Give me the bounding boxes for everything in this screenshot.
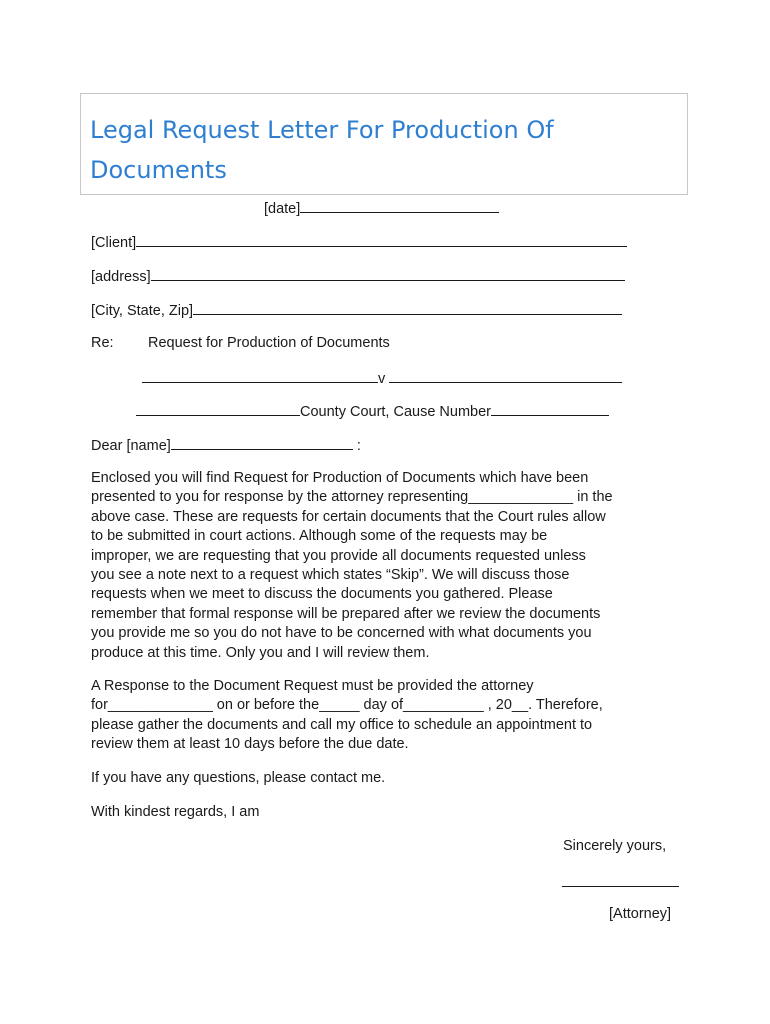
- date-blank[interactable]: [300, 198, 499, 213]
- regards-line: With kindest regards, I am: [91, 804, 260, 820]
- for-blank[interactable]: _____________: [107, 697, 213, 714]
- paragraph-enclosed: Enclosed you will find Request for Production of Documents which have been presented to you for response by the attorney representing_____________ in the above case. These are requests for certain documents that the Court rules allow to be submitted in court actions. Although some of the requests may be improper, we are requesting that you provide all documents requested unless you see a note next to a request which states “Skip”. We will discuss those requests when we meet to discuss the documents you gathered. Please remember that formal response will be prepared after we review the documents you provide me so you do not have to be concerned with what documents you produce at this time. Only you and I will review them.: [91, 470, 613, 661]
- county-blank[interactable]: [136, 401, 300, 416]
- client-line[interactable]: [91, 232, 627, 253]
- court-label: County Court, Cause Number: [300, 404, 491, 420]
- representing-blank[interactable]: _____________: [468, 489, 574, 506]
- versus-line[interactable]: [142, 368, 622, 389]
- city-line[interactable]: [91, 300, 622, 321]
- paragraph-response: A Response to the Document Request must be provided the attorney for_____________ on or before the_____ day of__________ , 20__. Therefore, please gather the documents and call my office to schedule an appointment to review them at least 10 days before the due date.: [91, 678, 603, 753]
- dear-label: Dear [name]: [91, 438, 171, 454]
- document-title: Legal Request Letter For Production Of Documents: [90, 116, 554, 184]
- court-line[interactable]: [136, 401, 609, 422]
- address-line[interactable]: [91, 266, 625, 287]
- re-label: Re:: [91, 335, 114, 351]
- address-blank[interactable]: [151, 266, 625, 281]
- address-label: [address]: [91, 269, 151, 285]
- attorney-label: [Attorney]: [609, 906, 672, 922]
- re-subject: Request for Production of Documents: [148, 335, 390, 351]
- dear-colon: :: [356, 438, 361, 454]
- city-label: [City, State, Zip]: [91, 303, 194, 319]
- name-blank[interactable]: [171, 435, 353, 450]
- dear-line[interactable]: [91, 435, 361, 456]
- day-blank[interactable]: _____: [319, 697, 360, 714]
- client-blank[interactable]: [136, 232, 627, 247]
- signature-blank[interactable]: [562, 886, 679, 887]
- cause-number-blank[interactable]: [491, 401, 609, 416]
- sincerely-line: Sincerely yours,: [563, 838, 667, 854]
- date-line[interactable]: [264, 198, 499, 219]
- month-blank[interactable]: __________: [403, 697, 484, 714]
- questions-line: If you have any questions, please contact me.: [91, 770, 386, 786]
- defendant-blank[interactable]: [389, 368, 622, 383]
- date-label: [date]: [264, 201, 301, 217]
- versus-label: v: [378, 371, 386, 387]
- plaintiff-blank[interactable]: [142, 368, 378, 383]
- city-blank[interactable]: [193, 300, 622, 315]
- year-blank[interactable]: __: [511, 697, 529, 714]
- client-label: [Client]: [91, 235, 137, 251]
